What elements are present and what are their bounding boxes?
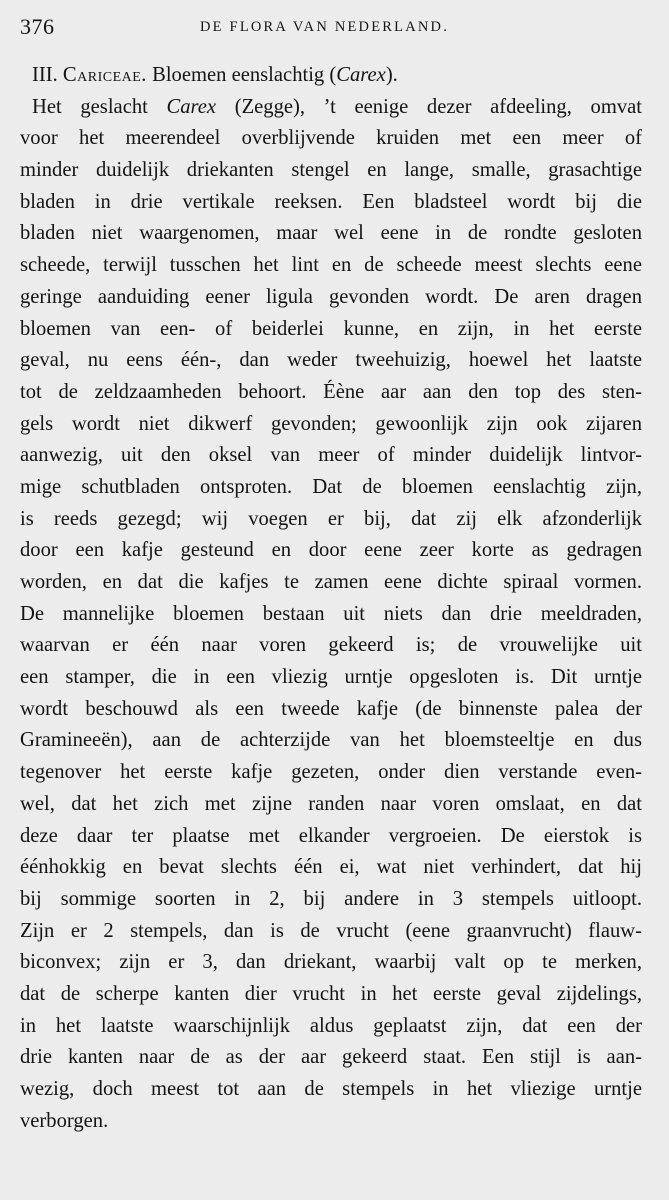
text-line: Zijn er 2 stempels, dan is de vrucht (eene graanvrucht) flauw- — [20, 919, 642, 942]
text-line: is reeds gezegd; wij voegen er bij, dat zij elk afzonderlijk — [20, 507, 642, 530]
text-line: gels wordt niet dikwerf gevonden; gewoonlijk zijn ook zijaren — [20, 412, 642, 435]
text-line-last: verborgen. — [20, 1109, 109, 1132]
text-line-pre: Het geslacht — [32, 95, 167, 118]
section-description: Bloemen eenslachtig — [152, 64, 325, 86]
text-line: bij sommige soorten in 2, bij andere in 3 stempels uitloopt. — [20, 887, 642, 910]
text-line: dat de scherpe kanten dier vrucht in het eerste geval zijdelings, — [20, 982, 642, 1005]
text-line: in het laatste waarschijnlijk aldus geplaatst zijn, dat een der — [20, 1014, 642, 1037]
text-line: biconvex; zijn er 3, dan driekant, waarbij valt op te merken, — [20, 951, 642, 974]
text-line: aanwezig, uit den oksel van meer of minder duidelijk lintvor- — [20, 444, 642, 467]
text-line: Gramineeën), aan de achterzijde van het bloemsteeltje en dus — [20, 729, 642, 752]
text-line: tot de zeldzaamheden behoort. Éène aar aan den top des sten- — [20, 380, 642, 403]
genus-name: Carex — [166, 95, 217, 118]
section-genus-close: ). — [385, 64, 398, 86]
text-line: De mannelijke bloemen bestaan uit niets dan drie meeldraden, — [20, 602, 642, 625]
text-line: bladen in drie vertikale reeksen. Een bladsteel wordt bij die — [20, 190, 642, 213]
body-text — [20, 60, 642, 1137]
text-line: geringe aanduiding eener ligula gevonden wordt. De aren dragen — [20, 285, 642, 308]
section-genus-open: ( — [329, 64, 337, 86]
text-line: deze daar ter plaatse met elkander vergroeien. De eierstok is — [20, 824, 642, 847]
text-line: bloemen van een- of beiderlei kunne, en zijn, in het eerste — [20, 317, 642, 340]
text-line: voor het meerendeel overblijvende kruiden met een meer of — [20, 127, 642, 150]
section-name: Cariceae. — [62, 64, 147, 86]
text-line: wel, dat het zich met zijne randen naar voren omslaat, en dat — [20, 792, 642, 815]
text-line: wezig, doch meest tot aan de stempels in het vliezige urntje — [20, 1078, 642, 1100]
text-line: geval, nu eens één-, dan weder tweehuizig, hoewel het laatste — [20, 349, 642, 372]
text-line: een stamper, die in een vliezig urntje opgesloten is. Dit urntje — [20, 666, 642, 689]
running-title: DE FLORA VAN NEDERLAND. — [200, 19, 450, 35]
text-line: door een kafje gesteund en door eene zeer korte as gedragen — [20, 539, 642, 562]
text-line: worden, en dat die kafjes te zamen eene dichte spiraal vormen. — [20, 571, 642, 593]
page-number: 376 — [20, 14, 55, 39]
text-line: waarvan er één naar voren gekeerd is; de vrouwelijke uit — [20, 634, 642, 657]
text-line-post: (Zegge), ’t eenige dezer afdeeling, omvat — [216, 95, 642, 118]
text-line: éénhokkig en bevat slechts één ei, wat niet verhindert, dat hij — [20, 856, 642, 879]
text-line: wordt beschouwd als een tweede kafje (de binnenste palea der — [20, 697, 642, 720]
section-heading — [20, 60, 642, 92]
paragraph — [20, 92, 642, 1138]
section-numeral: III. — [32, 64, 58, 86]
text-line: scheede, terwijl tusschen het lint en de scheede meest slechts eene — [20, 254, 642, 277]
text-line: tegenover het eerste kafje gezeten, onder dien verstande even- — [20, 761, 642, 784]
section-genus: Carex — [336, 64, 386, 86]
text-line: mige schutbladen ontsproten. Dat de bloemen eenslachtig zijn, — [20, 475, 642, 498]
running-head — [20, 14, 646, 44]
text-line: minder duidelijk driekanten stengel en lange, smalle, grasachtige — [20, 159, 642, 182]
text-line: bladen niet waargenomen, maar wel eene in de rondte gesloten — [20, 222, 642, 245]
text-line — [20, 92, 642, 124]
text-line: drie kanten naar de as der aar gekeerd staat. Een stijl is aan- — [20, 1046, 642, 1069]
